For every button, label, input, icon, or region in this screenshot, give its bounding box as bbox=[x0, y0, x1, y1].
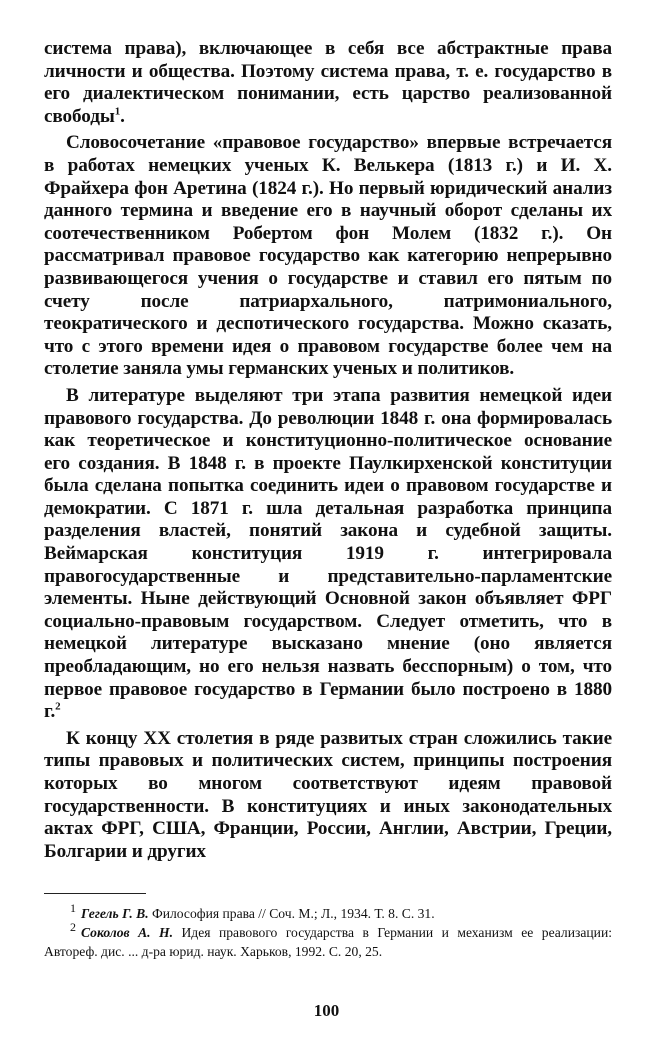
paragraph-1-text: система права), включающее в себя все абстрактные права личности и общества. Поэтому система права, т. е. государство в его диалектическом понимании, есть царство реализованной свободы bbox=[44, 38, 612, 127]
page-body bbox=[44, 38, 612, 863]
footnote-1-text: Философия права // Соч. М.; Л., 1934. Т. 8. С. 31. bbox=[152, 906, 435, 921]
paragraph-2: Словосочетание «правовое государство» впервые встречается в работах немецких ученых К. Велькера (1813 г.) и И. Х. Фрайхера фон Аретина (1824 г.). Но первый юридический анализ данного термина и введение его в научный оборот сделаны их соотечественником Робертом фон Молем (1832 г.). Он рассматривал правовое государство как категорию непрерывно развивающегося учения о государстве и ставил его пятым по счету после патриархального, патримониального, теократического и деспотического государства. Можно сказать, что с этого времени идея о правовом государстве более чем на столетие заняла умы германских ученых и политиков. bbox=[44, 132, 612, 380]
main-text bbox=[44, 38, 612, 863]
footnote-2-author: Соколов А. Н. bbox=[81, 925, 174, 940]
footnote-1-number: 1 bbox=[70, 901, 76, 916]
footnote-ref-2[interactable]: 2 bbox=[55, 700, 61, 713]
paragraph-4: К концу XX столетия в ряде развитых стран сложились такие типы правовых и политических систем, принципы построения которых во многом соответствуют идеям правовой государственности. В конституциях и иных законодательных актах ФРГ, США, Франции, России, Англии, Австрии, Греции, Болгарии и других bbox=[44, 727, 612, 862]
paragraph-1 bbox=[44, 38, 612, 128]
footnote-2 bbox=[44, 920, 612, 961]
footnotes bbox=[44, 901, 612, 961]
footnote-1-author: Гегель Г. В. bbox=[81, 906, 149, 921]
paragraph-1-tail: . bbox=[120, 105, 125, 127]
page-number: 100 bbox=[313, 1001, 340, 1020]
footnote-2-number: 2 bbox=[70, 920, 76, 935]
paragraph-3-text: В литературе выделяют три этапа развития немецкой идеи правового государства. До революции 1848 г. она формировалась как теоретическое и конституционно-политическое основание его создания. В 1848 г. в проекте Паулкирхенской конституции была сделана попытка соединить идеи о правовом государстве и демократии. С 1871 г. шла детальная разработка принципа разделения властей, понятий закона и судебной защиты. Веймарская конституция 1919 г. интегрировала правогосударственные и представительно-парламентские элементы. Ныне действующий Основной закон объявляет ФРГ социально-правовым государством. Следует отметить, что в немецкой литературе высказано мнение (оно является преобладающим, но его нельзя назвать бесспорным) о том, что первое правовое государство в Германии было построено в 1880 г. bbox=[44, 384, 612, 723]
footnote-divider bbox=[44, 893, 146, 894]
footnote-2-text: Идея правового государства в Германии и механизм ее реализации: Автореф. дис. ... д-ра юрид. наук. Харьков, 1992. С. 20, 25. bbox=[44, 925, 612, 959]
footnote-ref-1[interactable]: 1 bbox=[114, 105, 121, 118]
paragraph-3 bbox=[44, 385, 612, 724]
footnote-1 bbox=[44, 901, 612, 923]
